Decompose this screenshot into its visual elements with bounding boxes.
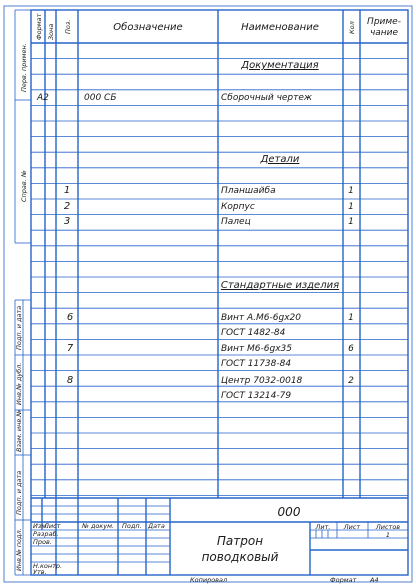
tb-data: Дата [148, 522, 165, 530]
header-qty: Кол [348, 21, 356, 34]
section-documentation: Документация [241, 60, 319, 71]
std6-name: Винт А.М6-6gx20 [221, 313, 301, 323]
tb-lit: Лит. [315, 523, 331, 531]
strip-vzam-inv: Взам. инв.№ [15, 409, 23, 452]
footer-format: Формат [330, 576, 357, 584]
header-name: Наименование [241, 22, 319, 33]
doc-name: Сборочный чертеж [221, 93, 313, 103]
header-zone: Зона [47, 23, 55, 40]
std8-pos: 8 [66, 375, 74, 386]
footer-kopiroval: Копировал [190, 576, 228, 584]
tb-list: Лист [44, 522, 61, 530]
part3-name: Палец [221, 217, 251, 227]
tb-podp: Подп. [122, 522, 142, 530]
std6-pos: 6 [66, 312, 74, 323]
std7-gost: ГОСТ 11738-84 [221, 359, 292, 369]
strip-sprav: Справ. № [20, 170, 28, 202]
left-strip-texts [15, 43, 28, 571]
tb-listov: Листов [375, 523, 401, 531]
tb-list2: Лист [343, 523, 361, 531]
part3-pos: 3 [63, 216, 71, 227]
header-designation: Обозначение [113, 22, 183, 33]
std8-name: Центр 7032-0018 [221, 376, 303, 386]
table-columns [45, 10, 360, 498]
part2-pos: 2 [63, 201, 71, 212]
title-name-1: Патрон [216, 534, 264, 548]
part1-qty: 1 [348, 186, 354, 196]
header-note-2: чание [369, 28, 399, 38]
section-parts: Детали [260, 154, 300, 165]
std7-name: Винт М6-6gx35 [221, 344, 292, 354]
tb-prov: Пров. [33, 538, 52, 546]
strip-inv-podl: Инв.№ подл. [15, 528, 23, 571]
part3-qty: 1 [348, 217, 354, 227]
table-rows [31, 59, 408, 496]
tb-izm: Изм. [33, 522, 49, 530]
header-format: Формат [35, 13, 43, 40]
part1-name: Планшайба [221, 186, 276, 196]
tb-utv: Утв. [33, 568, 47, 576]
header-pos: Поз. [64, 19, 72, 34]
strip-inv-dubl: Инв.№ дубл. [15, 362, 23, 405]
tb-n-dokum: № докум. [82, 522, 115, 530]
title-name-2: поводковый [201, 550, 279, 564]
strip-podp-data-2: Подп. и дата [15, 470, 23, 515]
footer-format-value: А4 [370, 576, 379, 584]
std6-qty: 1 [348, 313, 354, 323]
std8-qty: 2 [348, 376, 354, 386]
header-note-1: Приме- [367, 17, 401, 27]
tb-razrab: Разраб. [33, 530, 59, 538]
part1-pos: 1 [63, 185, 71, 196]
strip-perv-primen: Перв. примен. [20, 43, 28, 92]
doc-format: А2 [37, 93, 49, 103]
tb-listov-value: 1 [385, 531, 391, 539]
std8-gost: ГОСТ 13214-79 [221, 391, 292, 401]
section-standard: Стандартные изделия [220, 280, 340, 291]
strip-podp-data-1: Подп. и дата [15, 305, 23, 350]
part2-name: Корпус [221, 202, 255, 212]
std7-pos: 7 [66, 343, 74, 354]
title-code: 000 [277, 505, 301, 519]
std7-qty: 6 [348, 344, 354, 354]
std6-gost: ГОСТ 1482-84 [221, 328, 286, 338]
part2-qty: 1 [348, 202, 354, 212]
doc-designation: 000 СБ [84, 93, 117, 103]
tb-n-kontr: Н.контр. [33, 562, 63, 570]
